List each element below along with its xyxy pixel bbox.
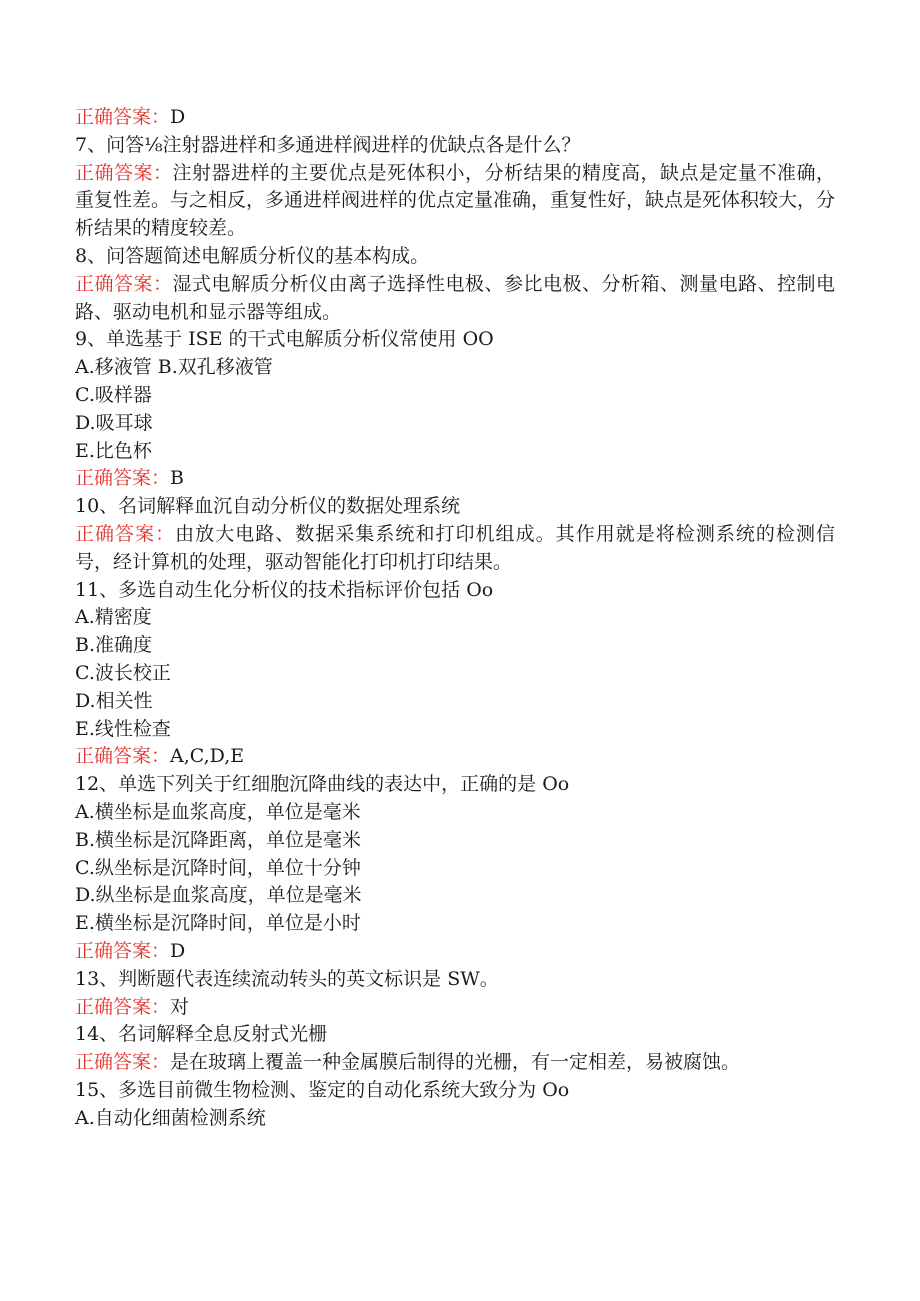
answer-line	[75, 1049, 835, 1077]
option-line: C.波长校正	[75, 661, 171, 684]
question-line: 8、问答题简述电解质分析仪的基本构成。	[75, 244, 430, 267]
answer-label: 正确答案：	[75, 939, 171, 962]
answer-label: 正确答案：	[75, 745, 171, 768]
answer-text: 是在玻璃上覆盖一种金属膜后制得的光栅，有一定相差，易被腐蚀。	[170, 1051, 741, 1074]
question-line: 12、单选下列关于红细胞沉降曲线的表达中，正确的是 Oo	[75, 773, 570, 796]
option-line: D.吸耳球	[75, 411, 153, 434]
question-line: 9、单选基于 ISE 的干式电解质分析仪常使用 OO	[75, 328, 494, 351]
question-line: 14、名词解释全息反射式光栅	[75, 1023, 328, 1046]
answer-line	[75, 104, 835, 132]
option-line: B.准确度	[75, 634, 153, 657]
option-line: A.移液管 B.双孔移液管	[75, 356, 273, 379]
option-line: A.横坐标是血浆高度，单位是毫米	[75, 800, 361, 823]
answer-line	[75, 465, 835, 493]
option-line: D.相关性	[75, 689, 153, 712]
question-line: 13、判断题代表连续流动转头的英文标识是 SW。	[75, 967, 499, 990]
option-line: D.纵坐标是血浆高度，单位是毫米	[75, 884, 362, 907]
question-line: 11、多选自动生化分析仪的技术指标评价包括 Oo	[75, 578, 494, 601]
answer-text: A,C,D,E	[170, 745, 245, 768]
answer-label: 正确答案：	[75, 272, 173, 295]
option-line: C.吸样器	[75, 383, 152, 406]
answer-line	[75, 743, 835, 771]
answer-line	[75, 271, 835, 327]
answer-label: 正确答案：	[75, 106, 171, 128]
answer-line	[75, 160, 835, 243]
option-line: C.纵坐标是沉降时间，单位十分钟	[75, 856, 361, 879]
question-line: 10、名词解释血沉自动分析仪的数据处理系统	[75, 495, 461, 518]
answer-text: 由放大电路、数据采集系统和打印机组成。其作用就是将检测系统的检测信号，经计算机的处理，驱动智能化打印机打印结果。	[75, 522, 835, 573]
answer-label: 正确答案：	[75, 467, 171, 490]
option-line: B.横坐标是沉降距离，单位是毫米	[75, 828, 362, 851]
document-body	[75, 104, 835, 1132]
option-line: E.比色杯	[75, 439, 152, 462]
option-line: E.线性检查	[75, 717, 171, 740]
answer-line	[75, 994, 835, 1022]
answer-label: 正确答案：	[75, 995, 171, 1018]
answer-label: 正确答案：	[75, 161, 173, 184]
answer-label: 正确答案：	[75, 522, 176, 545]
answer-text: B	[170, 467, 184, 490]
answer-text: 湿式电解质分析仪由离子选择性电极、参比电极、分析箱、测量电路、控制电路、驱动电机和显示器等组成。	[75, 272, 835, 323]
question-line: 7、问答⅛注射器进样和多通进样阀进样的优缺点各是什么？	[75, 133, 581, 156]
question-line: 15、多选目前微生物检测、鉴定的自动化系统大致分为 Oo	[75, 1078, 570, 1101]
answer-text: 对	[170, 995, 190, 1018]
answer-label: 正确答案：	[75, 1051, 171, 1074]
option-line: E.横坐标是沉降时间，单位是小时	[75, 912, 361, 935]
answer-text: 注射器进样的主要优点是死体积小，分析结果的精度高，缺点是定量不准确，重复性差。与之相反，多通进样阀进样的优点定量准确，重复性好，缺点是死体积较大，分析结果的精度较差。	[75, 161, 836, 240]
answer-text: D	[170, 939, 186, 962]
answer-text: D	[170, 106, 186, 128]
answer-line	[75, 521, 835, 577]
answer-line	[75, 938, 835, 966]
option-line: A.精密度	[75, 606, 152, 629]
option-line: A.自动化细菌检测系统	[75, 1106, 266, 1129]
